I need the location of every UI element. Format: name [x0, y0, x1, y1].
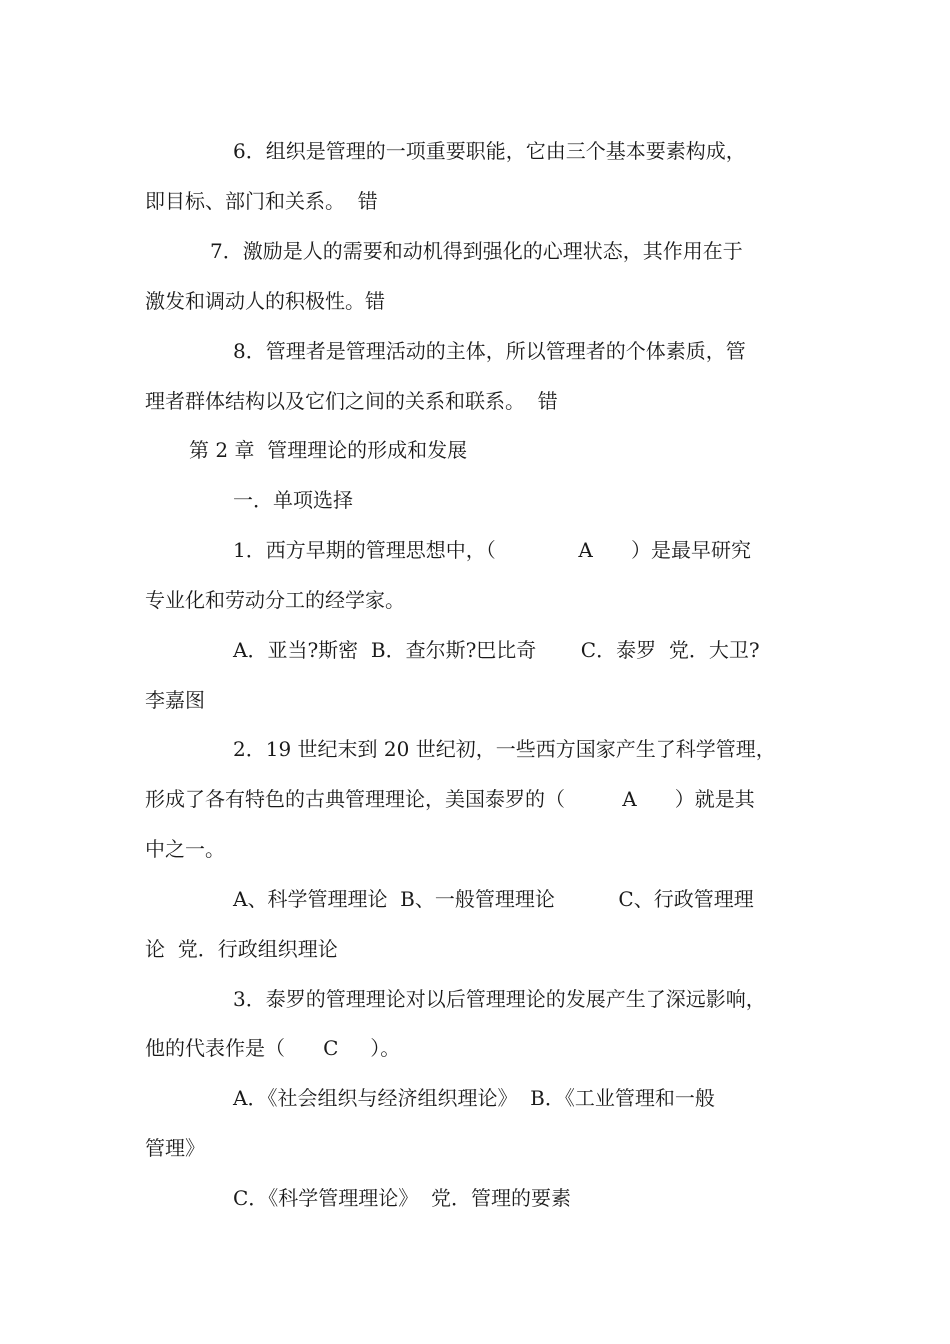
question-7-line-1: 7．激励是人的需要和动机得到强化的心理状态，其作用在于	[210, 239, 743, 263]
mc-question-1-line-1: 1．西方早期的管理思想中，（ A ）是最早研究	[233, 538, 751, 562]
mc-question-1-options-line-2: 李嘉图	[145, 688, 205, 712]
mc-question-1-options-line-1: A．亚当?斯密 B．查尔斯?巴比奇 C．泰罗 党．大卫?	[233, 638, 760, 662]
mc-question-2-line-1: 2．19 世纪末到 20 世纪初，一些西方国家产生了科学管理，	[233, 737, 776, 761]
question-8-line-1: 8．管理者是管理活动的主体，所以管理者的个体素质，管	[233, 339, 746, 363]
question-8-line-2: 理者群体结构以及它们之间的关系和联系。 错	[145, 389, 558, 413]
mc-question-3-options-line-3: C．《科学管理理论》 党．管理的要素	[233, 1186, 572, 1210]
mc-question-3-line-2: 他的代表作是（ C ）。	[145, 1036, 401, 1060]
mc-question-2-line-3: 中之一。	[145, 837, 225, 861]
mc-question-2-options-line-1: A、科学管理理论 B、一般管理理论 C、行政管理理	[233, 887, 754, 911]
mc-question-2-line-2: 形成了各有特色的古典管理理论，美国泰罗的（ A ）就是其	[145, 787, 755, 811]
question-7-line-2: 激发和调动人的积极性。错	[145, 289, 385, 313]
mc-question-1-line-2: 专业化和劳动分工的经学家。	[145, 588, 405, 612]
mc-question-3-options-line-2: 管理》	[145, 1136, 205, 1160]
question-6-line-2: 即目标、部门和关系。 错	[145, 189, 378, 213]
chapter-heading: 第 2 章 管理理论的形成和发展	[189, 438, 468, 462]
mc-question-2-options-line-2: 论 党．行政组织理论	[145, 937, 338, 961]
question-6-line-1: 6．组织是管理的一项重要职能，它由三个基本要素构成，	[233, 139, 746, 163]
section-heading: 一．单项选择	[233, 488, 353, 512]
mc-question-3-line-1: 3．泰罗的管理理论对以后管理理论的发展产生了深远影响，	[233, 987, 766, 1011]
mc-question-3-options-line-1: A．《社会组织与经济组织理论》 B．《工业管理和一般	[233, 1086, 715, 1110]
